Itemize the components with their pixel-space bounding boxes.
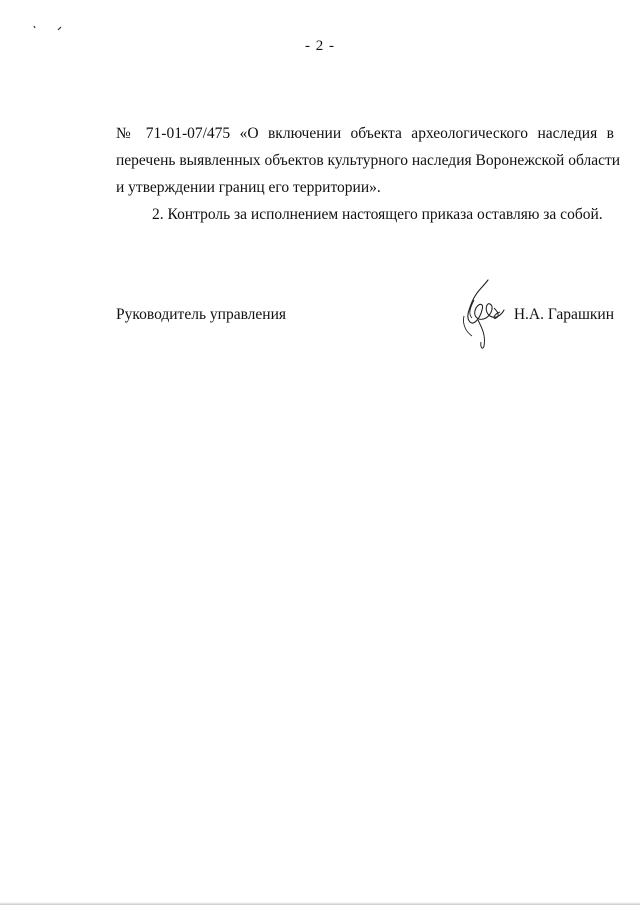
signer-title: Руководитель управления [116, 306, 287, 323]
paragraph-line: № 71-01-07/475 «О включении объекта археологического наследия в [116, 125, 614, 142]
paragraph-control-clause: 2. Контроль за исполнением настоящего приказа оставляю за собой. [152, 206, 603, 223]
signer-name: Н.А. Гарашкин [513, 306, 614, 323]
paragraph-order-reference [116, 120, 621, 201]
handwritten-signature-icon [454, 278, 514, 350]
scan-marks-icon [28, 22, 68, 34]
paragraph-line: и утверждении границ его территории». [116, 179, 381, 196]
page-number: - 2 - [305, 38, 335, 54]
signature-block [116, 306, 614, 366]
paragraph-line: перечень выявленных объектов культурного наследия Воронежской области [116, 152, 621, 169]
